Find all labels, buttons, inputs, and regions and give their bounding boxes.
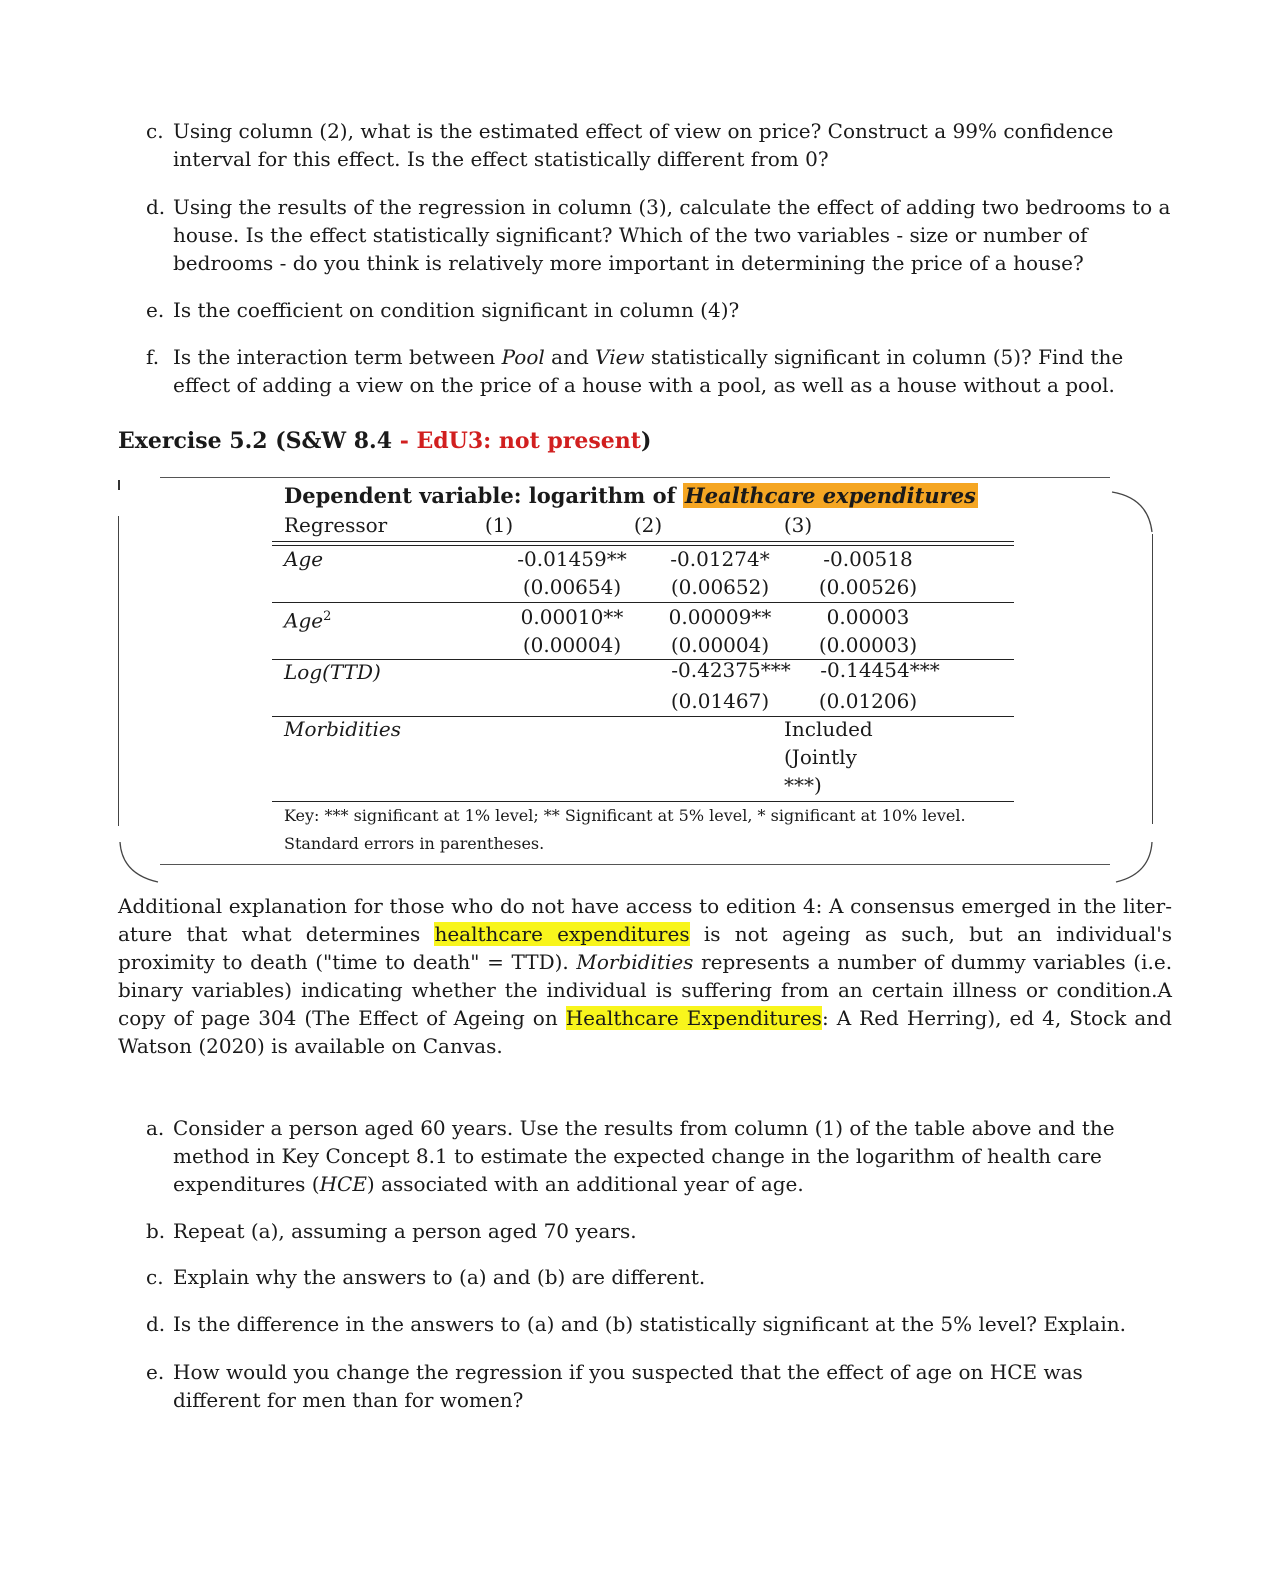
age-col1-se: (0.00654) [522,575,622,599]
question-e-top [146,296,1176,324]
table-key-line2: Standard errors in parentheses. [284,834,545,853]
question-label: b. [146,1219,166,1243]
age2-col3-coef: 0.00003 [826,605,910,629]
age2-col3-se: (0.00003) [818,633,918,657]
header-regressor: Regressor [284,513,388,537]
header-rule-1 [272,541,1014,542]
question-label: c. [146,1265,164,1289]
question-label: e. [146,298,165,322]
bracket-tick [118,480,120,490]
logttd-col3-coef: -0.14454*** [820,658,940,682]
question-text: Repeat (a), assuming a person aged 70 years. [173,1219,637,1243]
exercise-heading: Exercise 5.2 (S&W 8.4 - EdU3: not present) [118,428,652,454]
question-f-top [146,343,1176,399]
row-label-age: Age [284,547,324,571]
right-bracket-line [1152,534,1153,824]
age-col3-coef: -0.00518 [823,547,913,571]
col-header-2: (2) [633,513,663,537]
question-c-top [146,117,1176,173]
row-label-log-ttd: Log(TTD) [284,660,381,684]
logttd-col2-coef: -0.42375*** [671,658,791,682]
question-label: a. [146,1116,165,1140]
top-right-bracket-curve [1108,486,1158,536]
healthcare-expenditures-highlight-2: Healthcare Expenditures [565,1006,822,1030]
age-col2-se: (0.00652) [670,575,770,599]
question-text: Using column (2), what is the estimated effect of view on price? Construct a 99% confidence interval for this effect. Is the effect statistically different from 0? [173,119,1114,171]
logttd-col2-se: (0.01467) [670,689,770,713]
age-col3-se: (0.00526) [818,575,918,599]
healthcare-expenditures-highlight: Healthcare expenditures [684,483,976,508]
figure-top-rule [160,477,1110,478]
question-c-bottom [146,1263,1176,1291]
question-text: Is the interaction term between Pool and View statistically significant in column (5)? Find the effect of adding a view on the price of a house with a pool, as well as a house without a pool. [173,345,1124,397]
table-caption: Dependent variable: logarithm of Healthcare expenditures [284,483,976,508]
not-present-note: EdU3: not present [416,428,641,454]
col-header-1: (1) [484,513,514,537]
morb-col3-line3: ***) [784,773,822,797]
left-bracket-line [118,516,119,826]
age-col2-coef: -0.01274* [670,547,770,571]
morbidities-term: Morbidities [576,950,694,974]
age2-col2-coef: 0.00009** [668,605,772,629]
question-text: Using the results of the regression in column (3), calculate the effect of adding two bedrooms to a house. Is the effect statistically significant? Which of the two variables - size or number of bedrooms - do you think is relatively more important in determining the price of a house? [173,195,1171,275]
explanation-paragraph: Additional explanation for those who do not have access to edition 4: A consensus emerged in the liter- ature that what determines healthcare expenditures is not ageing as such, but an individual's proximity to death ("time to death" = TTD). Morbidities represents a number of dummy variables (i.e. binary variables) indicating whether the individual is suffering from an certain illness or condition.A copy of page 304 (The Effect of Ageing on Healthcare Expenditures: A Red Herring), ed 4, Stock and Watson (2020) is available on Canvas. [118,894,1173,1058]
age2-col2-se: (0.00004) [670,633,770,657]
healthcare-expenditures-highlight: healthcare expenditures [434,922,690,946]
row-label-age-squared: Age$^2$ [284,608,332,633]
question-text: Explain why the answers to (a) and (b) are different. [173,1265,706,1289]
question-label: f. [146,345,160,369]
question-label: d. [146,195,166,219]
logttd-col3-se: (0.01206) [818,689,918,713]
bottom-right-bracket-curve [1110,836,1160,886]
question-text: Is the coefficient on condition significant in column (4)? [173,298,740,322]
question-label: e. [146,1360,165,1384]
question-text: How would you change the regression if you suspected that the effect of age on HCE was different for men than for women? [173,1360,1083,1412]
question-text: Consider a person aged 60 years. Use the results from column (1) of the table above and the method in Key Concept 8.1 to estimate the expected change in the logarithm of health care expenditures (HCE) associated with an additional year of age. [173,1116,1115,1196]
age2-col1-se: (0.00004) [522,633,622,657]
col-header-3: (3) [783,513,813,537]
view-variable: View [595,345,645,369]
question-label: c. [146,119,164,143]
question-e-bottom [146,1358,1176,1414]
question-label: d. [146,1312,166,1336]
bottom-left-bracket-curve [112,836,162,886]
figure-bottom-rule [160,864,1110,865]
table-key-line1: Key: *** significant at 1% level; ** Significant at 5% level, * significant at 10% level. [284,806,966,825]
question-text: Is the difference in the answers to (a) and (b) statistically significant at the 5% level? Explain. [173,1312,1126,1336]
morb-col3-line2: (Jointly [784,745,857,769]
morb-col3-line1: Included [784,717,873,741]
question-b-bottom [146,1217,1176,1245]
age2-col1-coef: 0.00010** [520,605,624,629]
row-label-morbidities: Morbidities [284,717,402,741]
question-d-top [146,193,1176,277]
age-col1-coef: -0.01459** [517,547,627,571]
pool-variable: Pool [501,345,545,369]
question-d-bottom [146,1310,1176,1338]
question-a-bottom [146,1114,1176,1198]
